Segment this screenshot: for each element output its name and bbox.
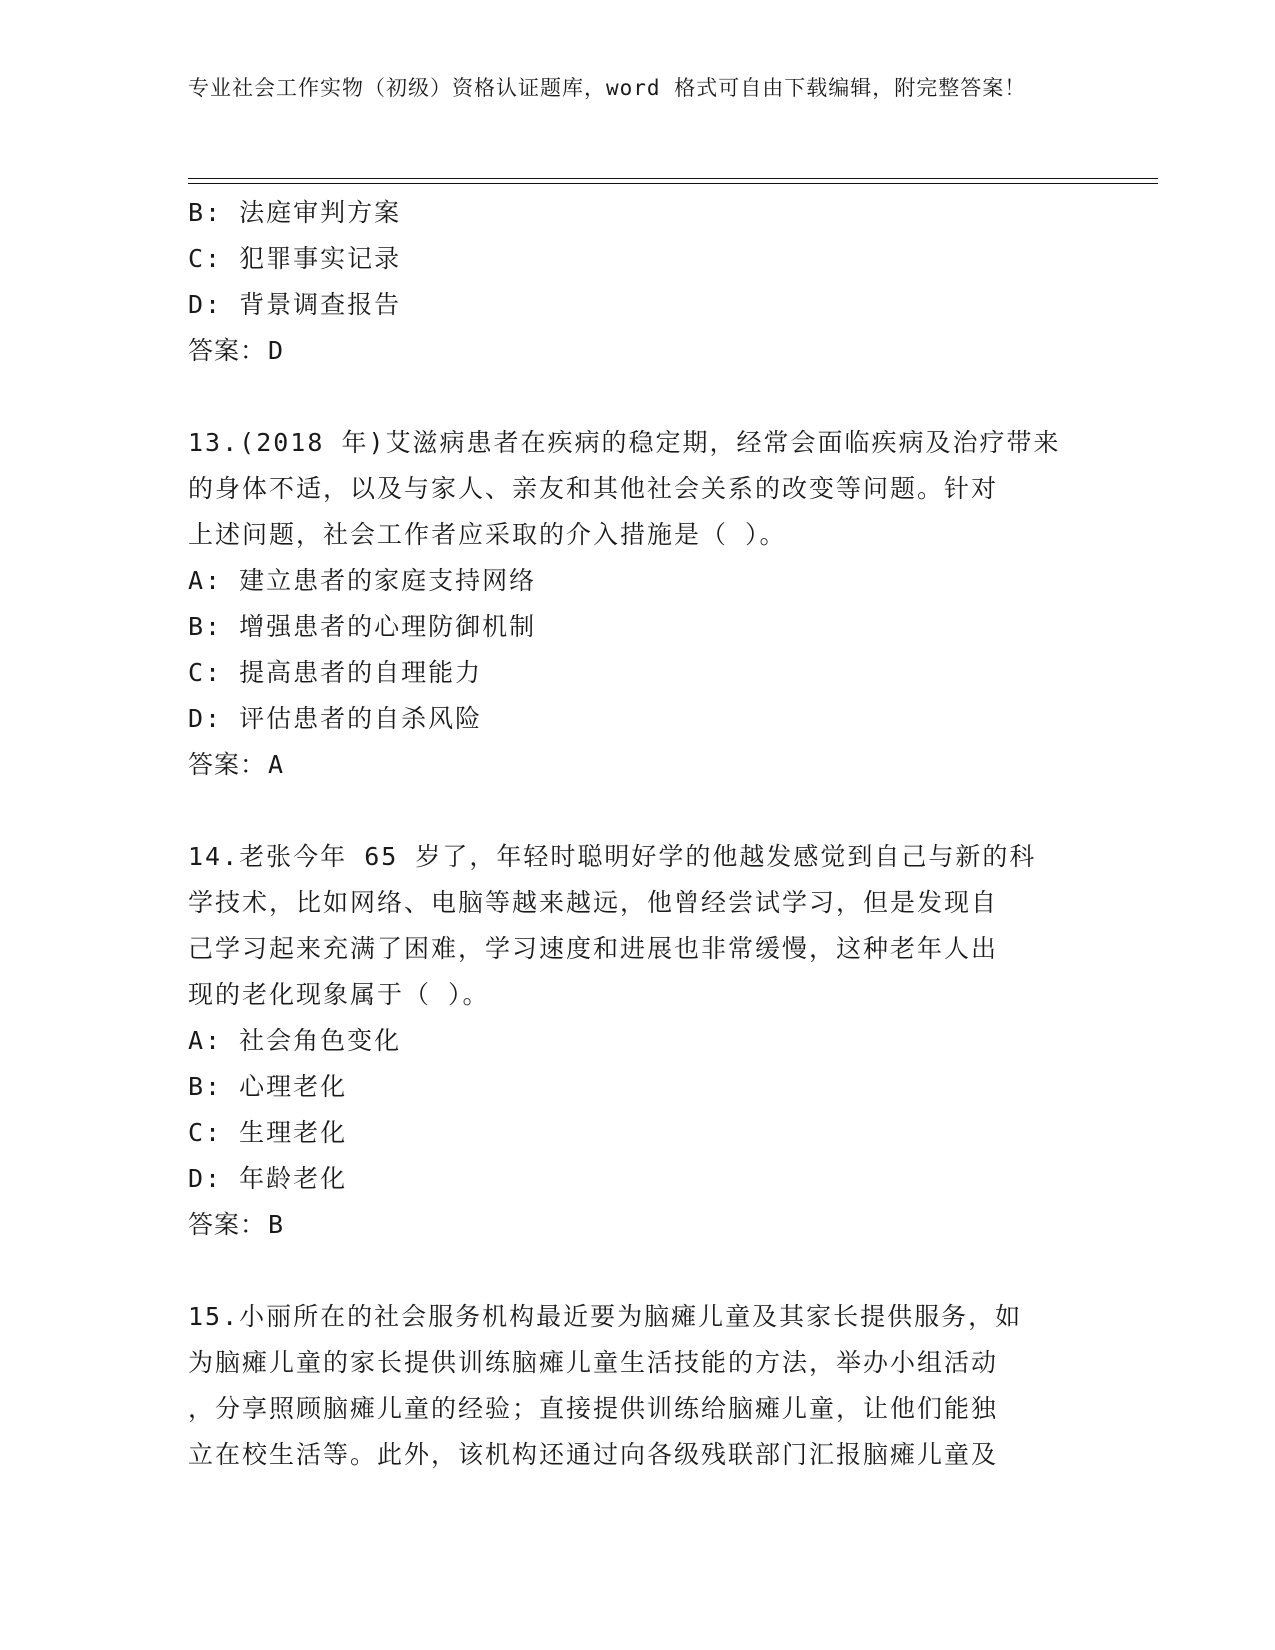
answer-line — [188, 742, 1088, 788]
answer-line — [188, 328, 1088, 374]
header-divider-top — [188, 178, 1158, 179]
answer-value: B — [268, 1210, 285, 1239]
option-b: B: 增强患者的心理防御机制 — [188, 612, 537, 641]
option-b: B: 法庭审判方案 — [188, 198, 402, 227]
question-stem-line: ，分享照顾脑瘫儿童的经验；直接提供训练给脑瘫儿童，让他们能独 — [188, 1394, 999, 1423]
question-stem-line: 立在校生活等。此外，该机构还通过向各级残联部门汇报脑瘫儿童及 — [188, 1440, 999, 1469]
question-12 — [188, 190, 1088, 374]
question-13 — [188, 420, 1088, 788]
answer-value: D — [268, 336, 285, 365]
option-d: D: 背景调查报告 — [188, 290, 402, 319]
answer-label: 答案： — [188, 1210, 267, 1239]
question-15 — [188, 1294, 1088, 1478]
option-a: A: 建立患者的家庭支持网络 — [188, 566, 537, 595]
question-stem-line: 上述问题，社会工作者应采取的介入措施是（ ）。 — [188, 520, 787, 549]
answer-line — [188, 1202, 1088, 1248]
answer-label: 答案： — [188, 750, 267, 779]
option-d: D: 评估患者的自杀风险 — [188, 704, 483, 733]
question-stem-line: 学技术，比如网络、电脑等越来越远，他曾经尝试学习，但是发现自 — [188, 888, 999, 917]
option-b: B: 心理老化 — [188, 1072, 348, 1101]
header-divider-bottom — [188, 183, 1158, 184]
answer-label: 答案： — [188, 336, 267, 365]
question-stem-line: 的身体不适，以及与家人、亲友和其他社会关系的改变等问题。针对 — [188, 474, 999, 503]
document-header — [188, 72, 1068, 105]
option-a: A: 社会角色变化 — [188, 1026, 402, 1055]
option-d: D: 年龄老化 — [188, 1164, 348, 1193]
question-14 — [188, 834, 1088, 1248]
option-c: C: 提高患者的自理能力 — [188, 658, 483, 687]
question-stem-line: 15.小丽所在的社会服务机构最近要为脑瘫儿童及其家长提供服务，如 — [188, 1302, 1023, 1331]
question-stem-line: 己学习起来充满了困难，学习速度和进展也非常缓慢，这种老年人出 — [188, 934, 999, 963]
question-stem-line: 现的老化现象属于（ ）。 — [188, 980, 490, 1009]
question-stem-line: 14.老张今年 65 岁了，年轻时聪明好学的他越发感觉到自己与新的科 — [188, 842, 1037, 871]
header-title: 专业社会工作实物（初级）资格认证题库，word 格式可自由下载编辑，附完整答案！ — [188, 76, 1027, 100]
question-stem-line: 13.(2018 年)艾滋病患者在疾病的稳定期，经常会面临疾病及治疗带来 — [188, 428, 1061, 457]
option-c: C: 犯罪事实记录 — [188, 244, 402, 273]
question-list — [188, 190, 1088, 1478]
question-stem-line: 为脑瘫儿童的家长提供训练脑瘫儿童生活技能的方法，举办小组活动 — [188, 1348, 999, 1377]
answer-value: A — [268, 750, 285, 779]
option-c: C: 生理老化 — [188, 1118, 348, 1147]
